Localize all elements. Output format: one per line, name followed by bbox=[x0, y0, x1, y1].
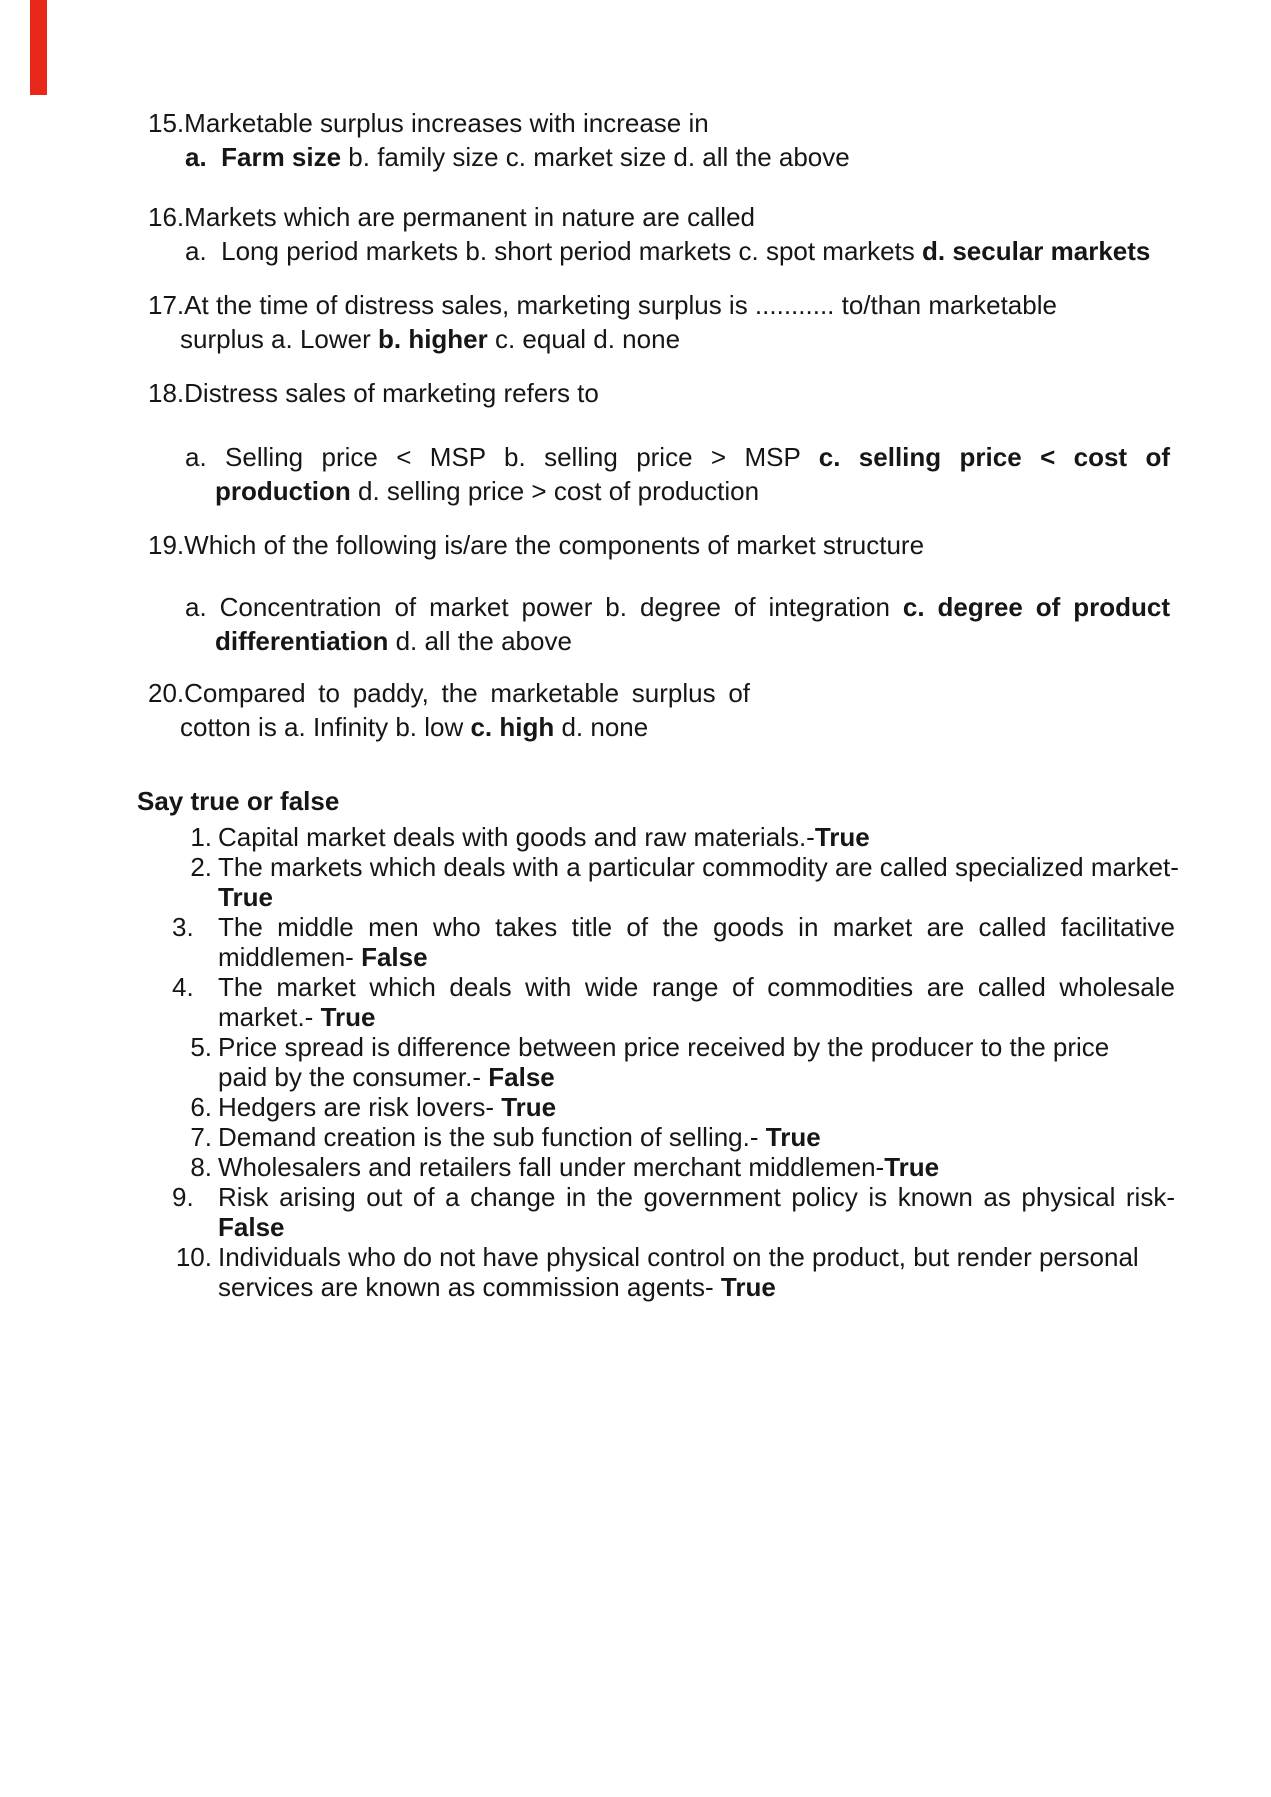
true-false-line bbox=[0, 1182, 1175, 1212]
body-text: services are known as commission agents- bbox=[218, 1272, 721, 1302]
bold-answer-text: False bbox=[361, 942, 428, 972]
bold-answer-text: a. Farm size bbox=[185, 142, 342, 172]
body-text: a. Concentration of market power b. degree of integration bbox=[185, 592, 903, 622]
true-false-line bbox=[0, 1032, 1271, 1062]
true-false-heading bbox=[0, 784, 1271, 818]
red-marker bbox=[30, 0, 47, 95]
body-text: The middle men who takes title of the goods in market are called facilitative bbox=[218, 912, 1175, 942]
body-text: Distress sales of marketing refers to bbox=[184, 378, 599, 408]
option-line bbox=[0, 140, 1271, 174]
body-text: market.- bbox=[218, 1002, 321, 1032]
body-text: paid by the consumer.- bbox=[218, 1062, 489, 1092]
question-17 bbox=[0, 288, 1271, 356]
true-false-list bbox=[0, 822, 1271, 1302]
true-false-line bbox=[0, 1152, 1271, 1182]
body-text: Markets which are permanent in nature are called bbox=[184, 202, 756, 232]
true-false-line bbox=[0, 882, 1271, 912]
body-text: d. selling price > cost of production bbox=[350, 476, 760, 506]
body-text: Individuals who do not have physical control on the product, but render personal bbox=[218, 1242, 1139, 1272]
question-line bbox=[0, 528, 1271, 562]
body-text: cotton is a. Infinity b. low bbox=[180, 712, 471, 742]
item-number: 4. bbox=[172, 972, 194, 1002]
option-line bbox=[0, 474, 1271, 508]
bold-answer-text: True bbox=[814, 822, 870, 852]
bold-answer-text: False bbox=[488, 1062, 555, 1092]
body-text: Which of the following is/are the components of market structure bbox=[184, 530, 925, 560]
item-number: 18. bbox=[148, 378, 185, 408]
body-text: a. Selling price < MSP b. selling price > MSP bbox=[185, 442, 819, 472]
bold-answer-text: True bbox=[320, 1002, 376, 1032]
true-false-line bbox=[0, 1272, 1271, 1302]
bold-answer-text: True bbox=[765, 1122, 821, 1152]
body-text: c. equal d. none bbox=[487, 324, 681, 354]
bold-answer-text: True bbox=[218, 882, 273, 912]
option-line bbox=[0, 440, 1170, 474]
bold-answer-text: True bbox=[884, 1152, 940, 1182]
body-text: middlemen- bbox=[218, 942, 362, 972]
true-false-line bbox=[0, 1122, 1271, 1152]
bold-answer-text: c. selling price < cost of bbox=[818, 442, 1171, 472]
bold-answer-text: c. degree of product bbox=[902, 592, 1170, 622]
question-line bbox=[0, 288, 1271, 322]
body-text: At the time of distress sales, marketing surplus is ........... to/than marketable bbox=[184, 290, 1057, 320]
bold-answer-text: c. high bbox=[470, 712, 555, 742]
question-18-options bbox=[0, 440, 1271, 508]
section-heading bbox=[0, 784, 1271, 818]
true-false-line bbox=[0, 912, 1175, 942]
question-line bbox=[0, 710, 1271, 744]
bold-answer-text: True bbox=[501, 1092, 557, 1122]
true-false-line bbox=[0, 852, 1271, 882]
body-text: Price spread is difference between price received by the producer to the price bbox=[218, 1032, 1110, 1062]
body-text: surplus a. Lower bbox=[180, 324, 378, 354]
true-false-line bbox=[0, 1002, 1271, 1032]
body-text: b. family size c. market size d. all the above bbox=[341, 142, 850, 172]
body-text: Compared to paddy, the marketable surplus of bbox=[184, 678, 750, 708]
body-text: Risk arising out of a change in the government policy is known as physical risk- bbox=[218, 1182, 1175, 1212]
body-text: The market which deals with wide range of commodities are called wholesale bbox=[218, 972, 1175, 1002]
true-false-line bbox=[0, 1092, 1271, 1122]
body-text: d. all the above bbox=[388, 626, 572, 656]
item-number: 15. bbox=[148, 108, 185, 138]
item-number: 17. bbox=[148, 290, 185, 320]
true-false-line bbox=[0, 1212, 1271, 1242]
bold-answer-text: production bbox=[215, 476, 351, 506]
item-number: 2. bbox=[190, 852, 212, 882]
bold-answer-text: False bbox=[218, 1212, 285, 1242]
question-19 bbox=[0, 528, 1271, 562]
question-20 bbox=[0, 676, 1271, 744]
body-text: Marketable surplus increases with increase in bbox=[184, 108, 709, 138]
item-number: 3. bbox=[172, 912, 194, 942]
item-number: 10. bbox=[175, 1242, 212, 1272]
body-text: Demand creation is the sub function of selling.- bbox=[218, 1122, 766, 1152]
body-text: Capital market deals with goods and raw materials.- bbox=[218, 822, 815, 852]
body-text: a. Long period markets b. short period markets c. spot markets bbox=[185, 236, 922, 266]
question-line bbox=[0, 322, 1271, 356]
body-text: The markets which deals with a particular commodity are called specialized market- bbox=[218, 852, 1179, 882]
item-number: 16. bbox=[148, 202, 185, 232]
bold-answer-text: True bbox=[720, 1272, 776, 1302]
body-text: Hedgers are risk lovers- bbox=[218, 1092, 502, 1122]
question-16 bbox=[0, 200, 1271, 268]
item-number: 20. bbox=[148, 678, 185, 708]
item-number: 9. bbox=[172, 1182, 194, 1212]
bold-answer-text: differentiation bbox=[215, 626, 389, 656]
item-number: 7. bbox=[190, 1122, 212, 1152]
question-line bbox=[0, 200, 1271, 234]
question-18 bbox=[0, 376, 1271, 410]
true-false-line bbox=[0, 1242, 1271, 1272]
item-number: 19. bbox=[148, 530, 185, 560]
option-line bbox=[0, 624, 1271, 658]
true-false-line bbox=[0, 972, 1175, 1002]
body-text: d. none bbox=[554, 712, 649, 742]
question-15 bbox=[0, 106, 1271, 174]
option-line bbox=[0, 590, 1170, 624]
question-line bbox=[0, 376, 1271, 410]
body-text: Wholesalers and retailers fall under merchant middlemen- bbox=[218, 1152, 885, 1182]
true-false-line bbox=[0, 1062, 1271, 1092]
question-line bbox=[0, 676, 750, 710]
question-19-options bbox=[0, 590, 1271, 658]
item-number: 1. bbox=[190, 822, 212, 852]
item-number: 5. bbox=[190, 1032, 212, 1062]
item-number: 6. bbox=[190, 1092, 212, 1122]
option-line bbox=[0, 234, 1271, 268]
bold-answer-text: b. higher bbox=[377, 324, 488, 354]
bold-answer-text: d. secular markets bbox=[922, 236, 1151, 266]
question-line bbox=[0, 106, 1271, 140]
bold-answer-text: Say true or false bbox=[137, 786, 340, 816]
true-false-line bbox=[0, 822, 1271, 852]
true-false-line bbox=[0, 942, 1271, 972]
item-number: 8. bbox=[190, 1152, 212, 1182]
